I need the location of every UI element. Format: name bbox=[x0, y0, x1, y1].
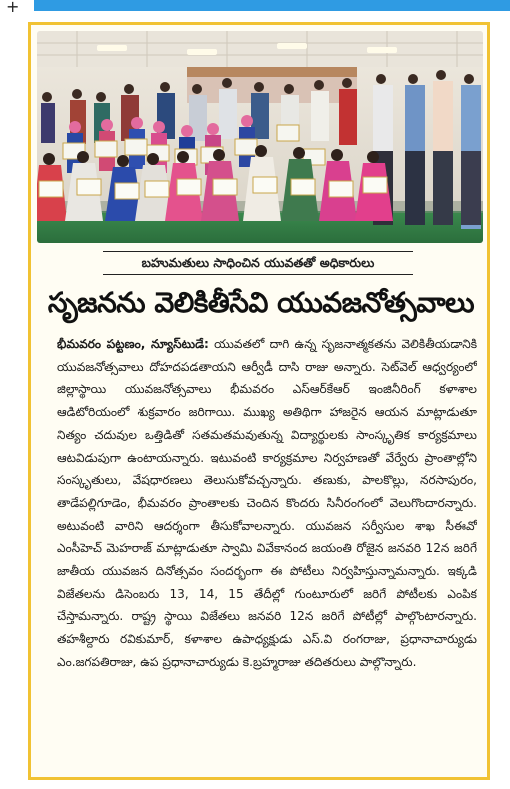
group-photo-illustration bbox=[37, 31, 483, 243]
headline: సృజనను వెలికితీసేవి యువజనోత్సవాలు bbox=[47, 286, 475, 319]
plus-icon[interactable]: + bbox=[6, 0, 20, 16]
top-bar bbox=[0, 0, 510, 16]
group-photo bbox=[37, 31, 483, 243]
photo-caption: బహుమతులు సాధించిన యువతతో అధికారులు bbox=[103, 251, 413, 275]
top-accent-bar bbox=[34, 0, 510, 11]
newspaper-clipping bbox=[28, 22, 490, 780]
article-body bbox=[57, 333, 477, 773]
dateline: భీమవరం పట్టణం, న్యూస్‌టుడే: bbox=[57, 337, 209, 351]
article-text: యువతలో దాగి ఉన్న సృజనాత్మకతను వెలికితీయడానికి యువజనోత్సవాలు దోహదపడతాయని ఆర్వీడీ దాసి రాజు అన్నారు. సెట్‌వెల్ ఆధ్వర్యంలో జిల్లాస్థాయి యువజనోత్సవాలు భీమవరం ఎస్ఆర్‌కేఆర్ ఇంజినీరింగ్ కళాశాల ఆడిటోరియంలో శుక్రవారం జరిగాయి. ముఖ్య అతిథిగా హాజరైన ఆయన మాట్లాడుతూ నిత్యం చదువుల ఒత్తిడితో సతమతమవుతున్న విద్యార్థులకు సాంస్కృతిక కార్యక్రమాలు ఆటవిడుపుగా ఉంటాయన్నారు. ఇటువంటి కార్యక్రమాల నిర్వహణతో వేర్వేరు ప్రాంతాల్లోని సంస్కృతులు, వేషధారణలు తెలుసుకోవచ్చన్నారు. తణుకు, పాలకొల్లు, నరసాపురం, తాడేపల్లిగూడెం, భీమవరం ప్రాంతాలకు చెందిన కొందరు సినీరంగంలో వెలుగొందారన్నారు. అటువంటి వారిని ఆదర్శంగా తీసుకోవాలన్నారు. యువజన సర్వీసుల శాఖ సీఈవో ఎంసీహెచ్ మెహరాజ్ మాట్లాడుతూ స్వామి వివేకానంద జయంతి రోజైన జనవరి 12న జరిగే జాతీయ యువజన దినోత్సవం సందర్భంగా ఈ పోటీలు నిర్వహిస్తున్నామన్నారు. ఇక్కడి విజేతలను డిసెంబరు 13, 14, 15 తేదీల్లో గుంటూరులో జరిగే పోటీలకు ఎంపిక చేస్తామన్నారు. రాష్ట్ర స్థాయి విజేతలు జనవరి 12న జరిగే పోటీల్లో పాల్గొంటారన్నారు. తహశీల్దారు రవికుమార్, కళాశాల ఉపాధ్యక్షుడు ఎస్.వి రంగరాజు, ప్రధానాచార్యుడు ఎం.జగపతిరాజు, ఉప ప్రధానాచార్యుడు కె.బ్రహ్మరాజు తదితరులు పాల్గొన్నారు. bbox=[57, 337, 477, 669]
